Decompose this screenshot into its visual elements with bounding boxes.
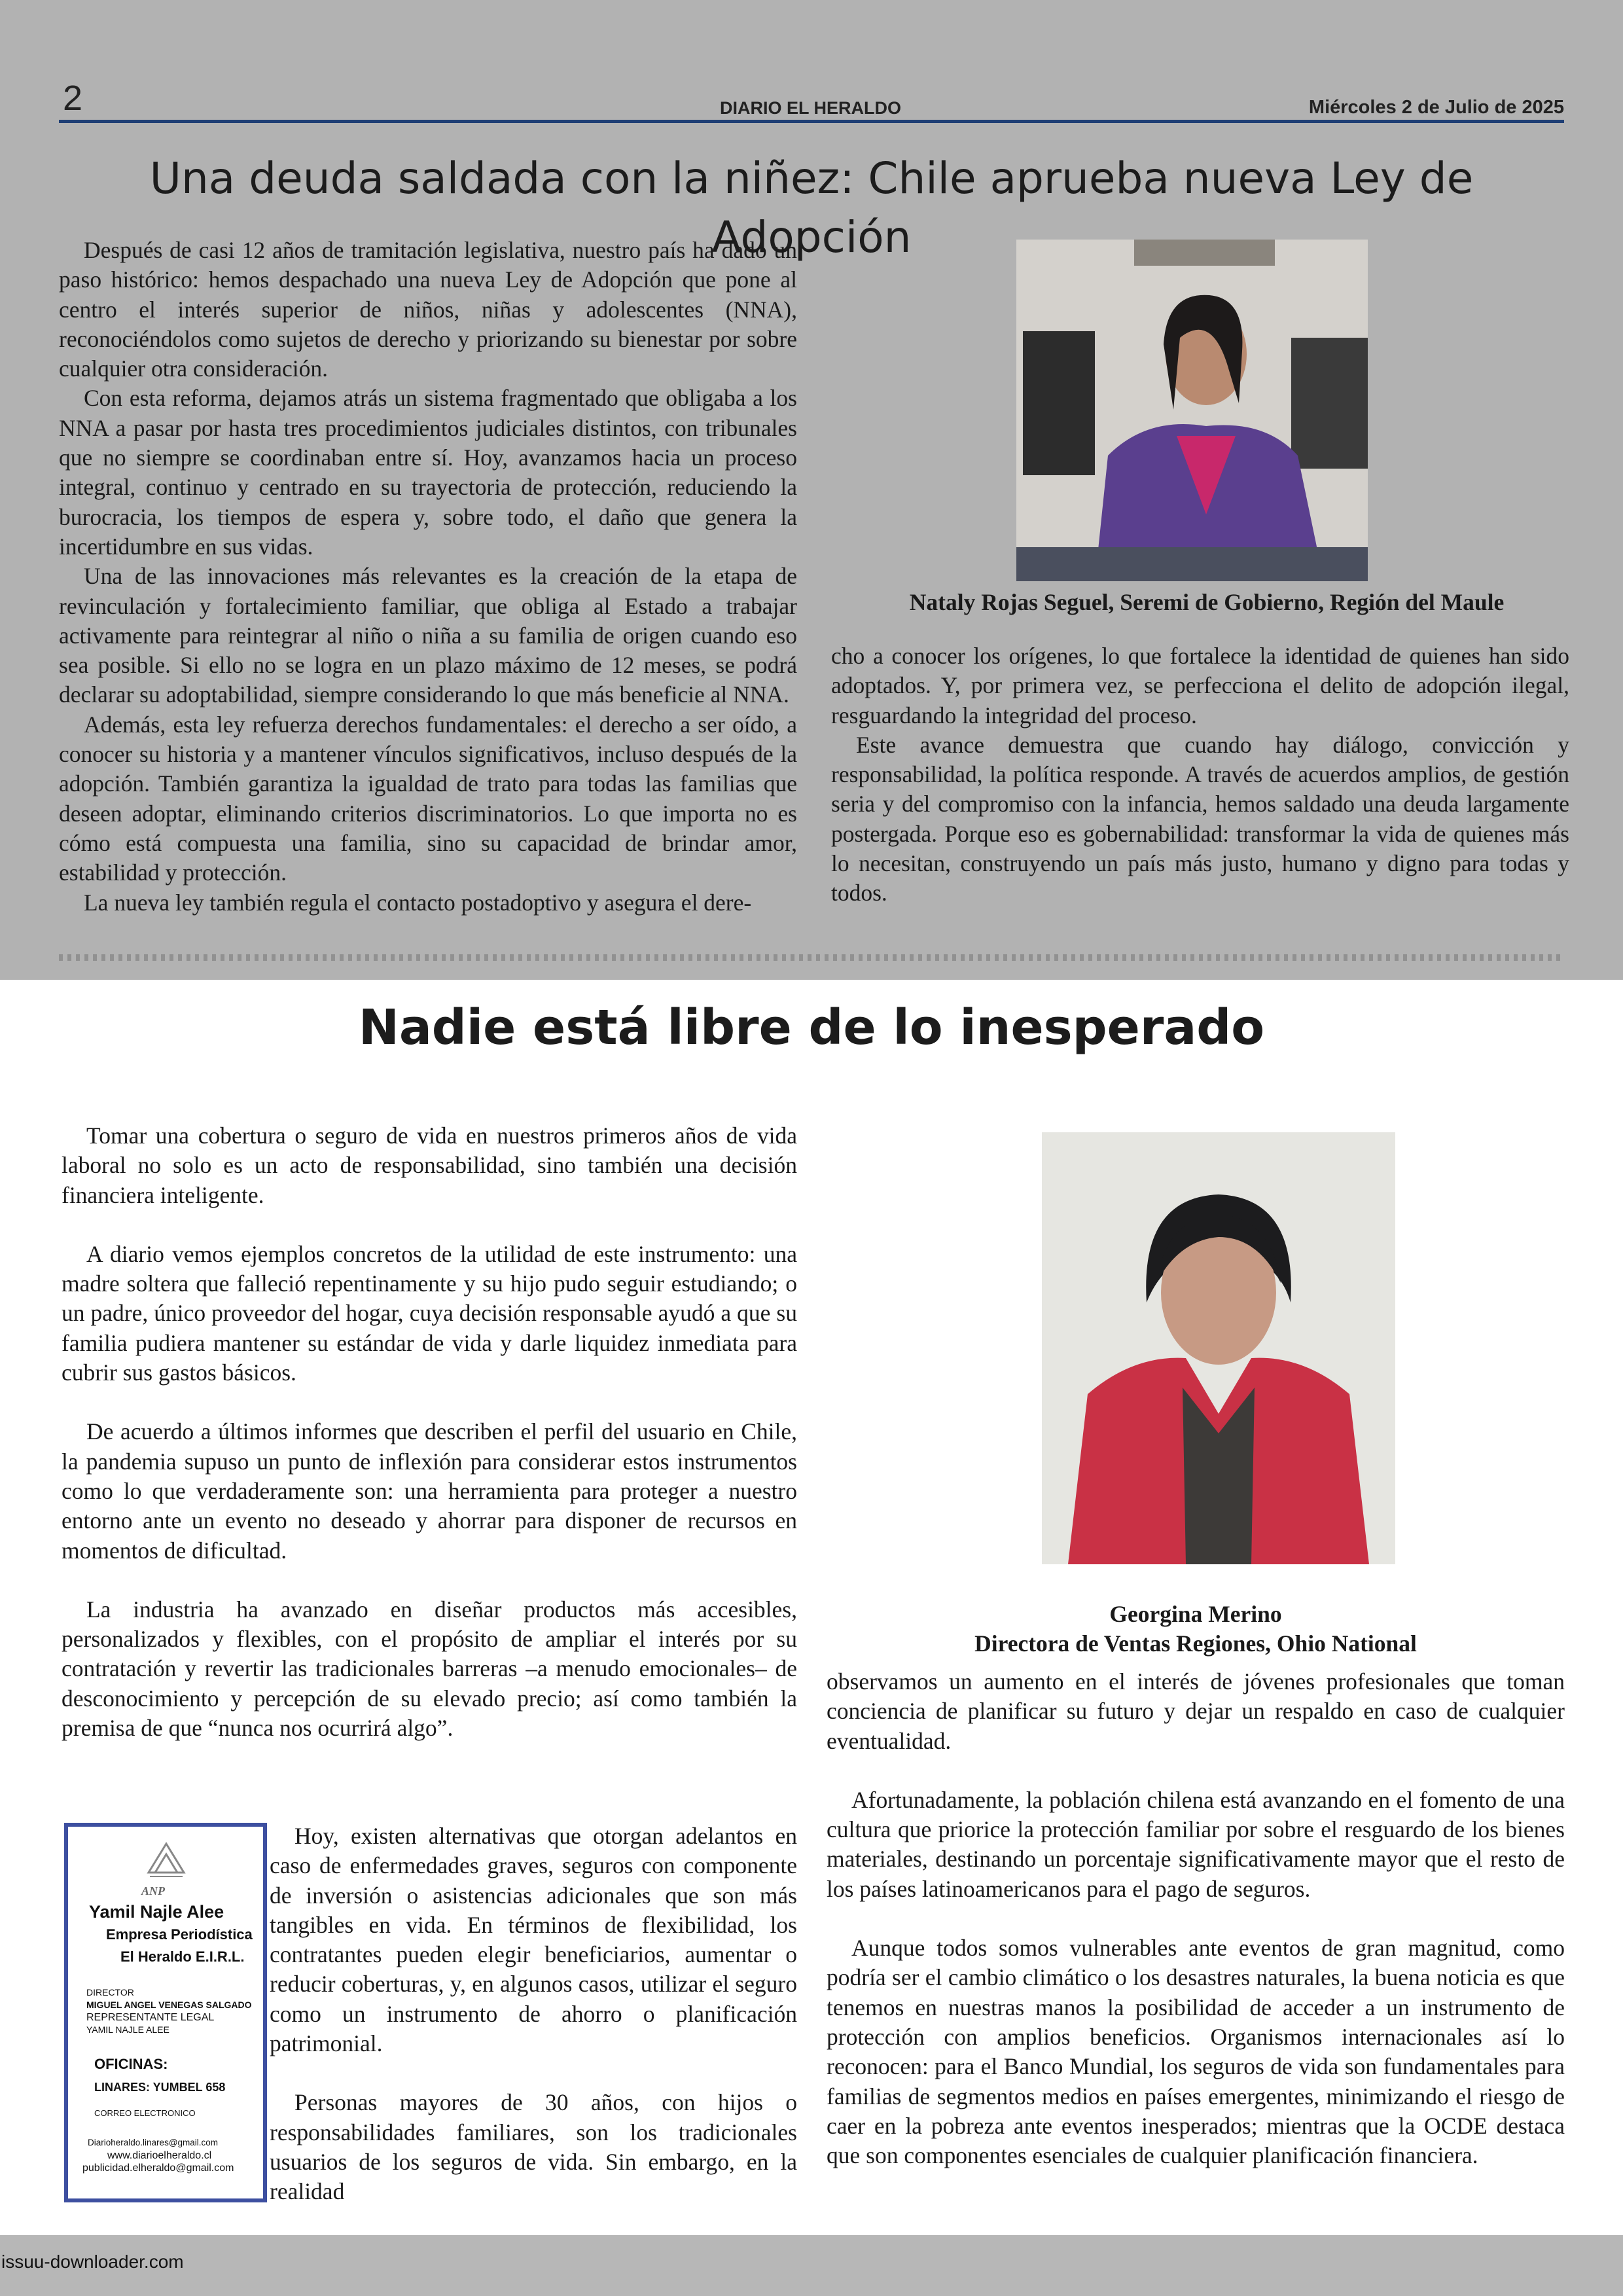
- article1-paragraph: cho a conocer los orígenes, lo que fortalece la identidad de quienes han sido adoptados. Y, por primera vez, se perfecciona el delito de adopción ilegal, resguardando la integridad del proceso.: [831, 643, 1569, 728]
- section-divider: [59, 954, 1564, 961]
- page-number: 2: [63, 79, 83, 118]
- article2-paragraph: A diario vemos ejemplos concretos de la utilidad de este instrumento: una madre soltera que falleció repentinamente y su hijo pudo seguir estudiando; o un padre, único proveedor del hogar, cuya decisión responsable ayudó a que su familia pudiera mantener su estándar de vida y darle liquidez inmediata para cubrir sus gastos básicos.: [62, 1240, 797, 1386]
- header-rule: [59, 120, 1564, 123]
- article2-paragraph: Hoy, existen alternativas que otorgan adelantos en caso de enfermedades graves, seguros con componente de inversión o asistencias adicionales que son más tangibles en vida. En términos de flexibilidad, los contratantes pueden elegir beneficiarios, aumentar o reducir coberturas, y, en algunos casos, utilizar el seguro como un instrumento de ahorro o planificación patrimonial.: [270, 1823, 797, 2057]
- article1-photo-caption: Nataly Rojas Seguel, Seremi de Gobierno, Región del Maule: [909, 589, 1505, 615]
- photo-caption-title: Directora de Ventas Regiones, Ohio National: [974, 1630, 1417, 1657]
- masthead-offices-value: LINARES: YUMBEL 658: [94, 2081, 226, 2094]
- masthead-box: [64, 1823, 267, 2202]
- article2-paragraph: De acuerdo a últimos informes que describen el perfil del usuario en Chile, la pandemia supuso un punto de inflexión para considerar estos instrumentos como lo que verdaderamente son: una herramienta para proteger a nuestro entorno ante un evento no deseado y ahorrar para disponer de recursos en momentos de dificultad.: [62, 1418, 797, 1564]
- footer-bar: [0, 2235, 1623, 2296]
- masthead-company-line1: Empresa Periodística: [106, 1926, 253, 1943]
- article2-right-column: [827, 1667, 1565, 2200]
- masthead-director-name: MIGUEL ANGEL VENEGAS SALGADO: [86, 2000, 252, 2010]
- article2-paragraph: Personas mayores de 30 años, con hijos o responsabilidades familiares, son los tradicionales usuarios de los seguros de vida. Sin embargo, en la realidad: [270, 2089, 797, 2205]
- masthead-website: www.diarioelheraldo.cl: [107, 2150, 212, 2161]
- photo-caption-name: Georgina Merino: [1109, 1601, 1282, 1627]
- article2-paragraph: La industria ha avanzado en diseñar productos más accesibles, personalizados y flexibles, con el propósito de ampliar el interés por su contratación y revertir las tradicionales barreras –a menudo emocionales– de desconocimiento y percepción de su elevado precio; así como también la premisa de que “nunca nos ocurrirá algo”.: [62, 1596, 797, 1742]
- masthead-email-label: CORREO ELECTRONICO: [94, 2108, 196, 2118]
- article2-paragraph: Aunque todos somos vulnerables ante eventos de gran magnitud, como podría ser el cambio climático o los desastres naturales, la buena noticia es que tenemos en nuestras manos la posibilidad de acceder a un instrumento de protección con amplios beneficios. Organismos internacionales así lo reconocen: para el Banco Mundial, los seguros de vida son fundamentales para familias de segmentos medios en países emergentes, minimizando el riesgo de caer en la pobreza ante eventos inesperados; mientras que la OCDE destaca que son componentes esenciales de cualquier planificación financiera.: [827, 1935, 1565, 2169]
- article1-paragraph: Después de casi 12 años de tramitación legislativa, nuestro país ha dado un paso histórico: hemos despachado una nueva Ley de Adopción que pone al centro el interés superior de niños, niñas y adolescentes (NNA), reconociéndolos como sujetos de derecho y priorizando su bienestar por sobre cualquier otra consideración.: [59, 237, 797, 382]
- article2-headline: Nadie está libre de lo inesperado: [358, 999, 1265, 1056]
- masthead-legal-name: YAMIL NAJLE ALEE: [86, 2024, 169, 2035]
- article1-author-photo: [1016, 240, 1368, 581]
- article1-right-column: [831, 641, 1569, 908]
- article1-paragraph: Con esta reforma, dejamos atrás un sistema fragmentado que obligaba a los NNA a pasar por hasta tres procedimientos judiciales distintos, con tribunales que no siempre se coordinaban entre sí. Hoy, avanzamos hacia un proceso integral, continuo y centrado en su trayectoria de protección, reduciendo la burocracia, los tiempos de espera y, sobre todo, el daño que genera la incertidumbre en sus vidas.: [59, 385, 797, 560]
- article2-paragraph: Afortunadamente, la población chilena está avanzando en el fomento de una cultura que priorice la protección familiar por sobre el resguardo de los bienes materiales, destinando un porcentaje significativamente mayor que el resto de los países latinoamericanos para el pago de seguros.: [827, 1786, 1565, 1902]
- logo-text: ANP: [141, 1884, 165, 1897]
- article2-photo-caption: [827, 1600, 1565, 1659]
- masthead-legal-label: REPRESENTANTE LEGAL: [86, 2012, 215, 2023]
- article1-headline: Una deuda saldada con la niñez: Chile aprueba nueva Ley de Adopción: [149, 153, 1474, 262]
- newspaper-name: DIARIO EL HERALDO: [720, 98, 902, 118]
- masthead-email1: Diarioheraldo.linares@gmail.com: [88, 2138, 219, 2147]
- masthead-email2: publicidad.elheraldo@gmail.com: [82, 2162, 234, 2174]
- masthead-company-line2: El Heraldo E.I.R.L.: [120, 1948, 245, 1965]
- masthead-offices-label: OFICINAS:: [94, 2056, 168, 2072]
- masthead-owner: Yamil Najle Alee: [89, 1902, 224, 1922]
- portrait-illustration: [1042, 1132, 1395, 1564]
- article1-paragraph: Una de las innovaciones más relevantes es la creación de la etapa de revinculación y fortalecimiento familiar, que obliga al Estado a trabajar activamente para reintegrar al niño o niña a su familia de origen cuando eso sea posible. Si ello no se logra en un plazo máximo de 12 meses, se podrá declarar su adoptabilidad, siempre considerando lo que más beneficie al NNA.: [59, 563, 797, 708]
- article1-left-column: [59, 236, 797, 918]
- article1-paragraph: La nueva ley también regula el contacto postadoptivo y asegura el dere-: [84, 889, 752, 916]
- article1-paragraph: Este avance demuestra que cuando hay diálogo, convicción y responsabilidad, la política responde. A través de acuerdos amplios, de gestión seria y del compromiso con la infancia, hemos saldado una deuda largamente postergada. Porque eso es gobernabilidad: transformar la vida de quienes más lo necesitan, construyendo un país más justo, humano y digno para todas y todos.: [831, 731, 1569, 906]
- footer-watermark: issuu-downloader.com: [1, 2251, 184, 2272]
- article2-author-photo: [1042, 1132, 1395, 1564]
- article2-left-column: [62, 1121, 797, 1772]
- article2-left-continued-column: [270, 1821, 797, 2236]
- issue-date: Miércoles 2 de Julio de 2025: [1308, 97, 1564, 118]
- portrait-illustration: [1016, 240, 1368, 581]
- masthead-director-label: DIRECTOR: [86, 1987, 134, 1998]
- article1-paragraph: Además, esta ley refuerza derechos fundamentales: el derecho a ser oído, a conocer su historia y a mantener vínculos significativos, incluso después de la adopción. También garantiza la igualdad de trato para todas las familias que deseen adoptar, eliminando criterios discriminatorios. Lo que importa no es cómo está compuesta una familia, sino su capacidad de brindar amor, estabilidad y protección.: [59, 711, 797, 886]
- article2-paragraph: Tomar una cobertura o seguro de vida en nuestros primeros años de vida laboral no solo es un acto de responsabilidad, sino también una decisión financiera inteligente.: [62, 1122, 797, 1208]
- anp-logo-icon: [143, 1839, 189, 1884]
- article2-paragraph: observamos un aumento en el interés de jóvenes profesionales que toman conciencia de planificar su futuro y dejar un respaldo en caso de cualquier eventualidad.: [827, 1668, 1565, 1754]
